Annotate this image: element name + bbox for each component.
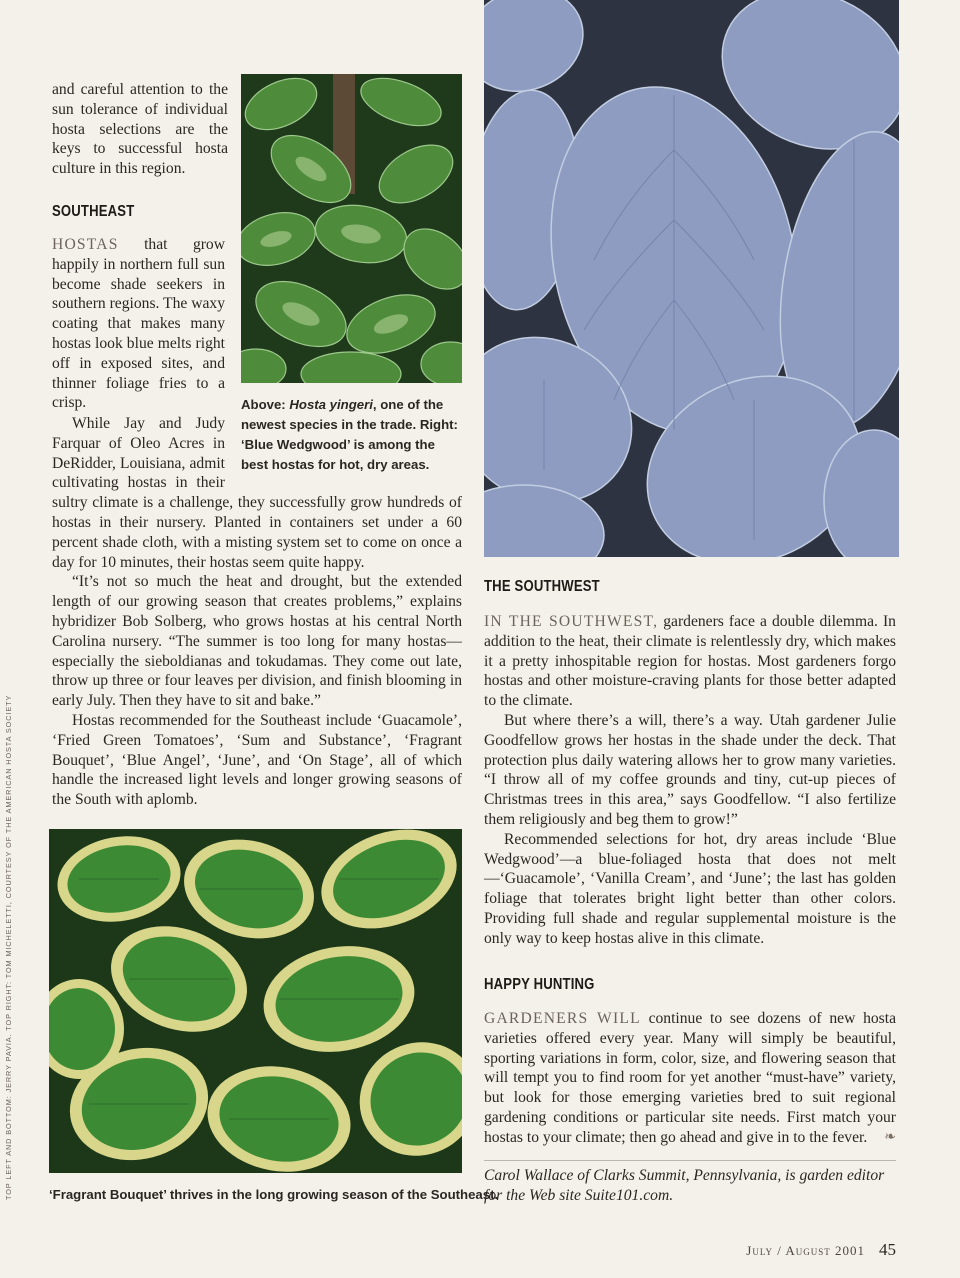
southeast-p4: Hostas recommended for the Southeast include ‘Guacamole’, ‘Fried Green Tomatoes’, ‘Sum and Substance’, ‘Fragrant Bouquet’, ‘Blue Angel’, ‘June’, and ‘On Stage’, all of which handle the increased light levels and longer growing seasons of the South with aplomb. bbox=[52, 711, 462, 809]
heading-southwest: THE SOUTHWEST bbox=[484, 578, 600, 595]
photo-hosta-yingeri bbox=[241, 74, 462, 383]
caption-spacer bbox=[225, 414, 462, 480]
happy-hunting-column bbox=[484, 1009, 896, 1148]
happy-hunting-p1-text: continue to see dozens of new hosta varieties offered every year. Many will simply be beautiful, sporting variations in form, color, size, and flowering season that will tempt you to find room for yet another “must-have” variety, but look for those emerging varieties bred to suit regional gardening conditions or particular site needs. First match your hostas to your climate; then go ahead and give in to the fever. bbox=[484, 1010, 896, 1146]
page-number: 45 bbox=[879, 1240, 896, 1259]
southeast-p1-text: that grow happily in northern full sun become shade seekers in southern regions. The waxy coating that makes many hostas look blue melts right off in exposed sites, and thinner foliage fries to a crisp. bbox=[52, 236, 225, 412]
intro-text: and careful attention to the sun tolerance of individual hosta selections are the keys to successful hosta culture in this region. bbox=[52, 81, 228, 178]
heading-southeast: SOUTHEAST bbox=[52, 203, 135, 220]
happy-hunting-p1 bbox=[484, 1009, 896, 1148]
southwest-column bbox=[484, 612, 896, 949]
southeast-lead-in: HOSTAS bbox=[52, 236, 119, 253]
author-bio: Carol Wallace of Clarks Summit, Pennsylvania, is garden editor for the Web site Suite101.com. bbox=[484, 1167, 885, 1204]
southwest-lead-in: IN THE SOUTHWEST, bbox=[484, 613, 659, 630]
southwest-p1-text: gardeners face a double dilemma. In addition to the heat, their climate is relentlessly dry, which makes it a pretty inhospitable region for hostas. Most gardeners forgo hostas and other moisture-craving plants for those better adapted to the climate. bbox=[484, 613, 896, 710]
photo-fragrant-bouquet bbox=[49, 829, 462, 1173]
southwest-p2: But where there’s a will, there’s a way. Utah gardener Julie Goodfellow grows her hostas in the shade under the deck. That protection plus daily watering allows her to grow many varieties. “I throw all of my coffee grounds and tiny, cut-up pieces of Christmas trees in this area,” says Goodfellow. “I also fertilize them religiously and beg them to grow!” bbox=[484, 711, 896, 828]
caption-top-italic: Hosta yingeri bbox=[289, 397, 373, 412]
southeast-wide-column bbox=[52, 414, 462, 810]
southeast-narrow-column bbox=[52, 235, 225, 413]
end-mark-icon: ❧ bbox=[884, 1129, 896, 1145]
southeast-p2: While Jay and Judy Farquar of Oleo Acres in DeRidder, Louisiana, admit cultivating hostas in their sultry climate is a challenge, they successfully grow hundreds of hostas in their nursery. Planted in containers set under a 60 percent shade cloth, with a misting system set to come on once a day for 10 minutes, their hostas seem quite happy. bbox=[52, 415, 462, 571]
southeast-p1 bbox=[52, 235, 225, 413]
photo-credit: TOP LEFT AND BOTTOM: JERRY PAVIA. TOP RIGHT: TOM MICHELETTI, COURTESY OF THE AMERICAN HOSTA SOCIETY bbox=[4, 694, 13, 1200]
intro-paragraph bbox=[52, 80, 228, 179]
heading-happy-hunting: HAPPY HUNTING bbox=[484, 976, 595, 993]
page-footer bbox=[690, 1240, 896, 1260]
southwest-p1 bbox=[484, 612, 896, 711]
southwest-p3: Recommended selections for hot, dry areas include ‘Blue Wedgwood’—a blue-foliaged hosta that does not melt—‘Guacamole’, ‘Vanilla Cream’, and ‘June’; the last has golden foliage that tolerates bright light better than other colors. Providing full shade and regular supplemental moisture is the only way to keep hostas alive in this climate. bbox=[484, 830, 896, 947]
happy-hunting-lead-in: GARDENERS WILL bbox=[484, 1010, 641, 1027]
southeast-p3: “It’s not so much the heat and drought, but the extended length of our growing season that creates problems,” explains hybridizer Bob Solberg, who grows hostas at his central North Carolina nursery. “The summer is too long for many hostas—especially the sieboldianas and tokudamas. They come out late, throw up three or four leaves per division, and finish blooming in early July. Then they have to sit and bake.” bbox=[52, 573, 462, 710]
photo-blue-wedgwood bbox=[484, 0, 899, 557]
caption-top-part2: , one of the newest species in the trade. Right: ‘Blue Wedgwood’ is among the best hostas for hot, dry areas. bbox=[241, 397, 458, 472]
caption-top-part1: Above: bbox=[241, 397, 290, 412]
issue-date: July / August 2001 bbox=[746, 1243, 865, 1258]
bio-divider bbox=[484, 1160, 896, 1161]
caption-bottom: ‘Fragrant Bouquet’ thrives in the long growing season of the Southeast. bbox=[49, 1187, 499, 1202]
